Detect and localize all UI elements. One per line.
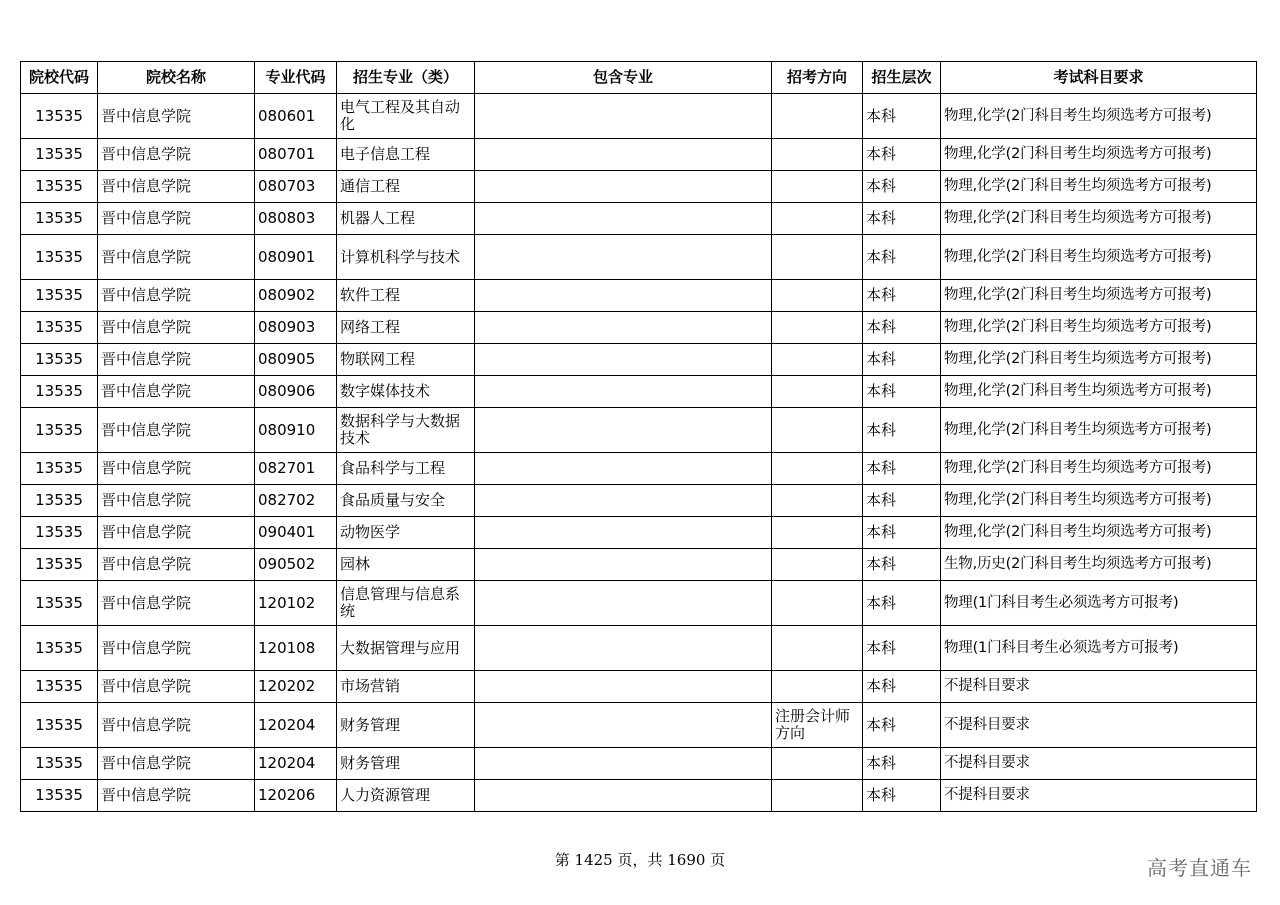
cell-major: 软件工程 <box>337 280 475 312</box>
table-row <box>21 235 1257 280</box>
cell-school-code: 13535 <box>21 703 98 748</box>
cell-major: 数据科学与大数据技术 <box>337 408 475 453</box>
cell-major-code: 080601 <box>255 94 337 139</box>
cell-school-name: 晋中信息学院 <box>98 139 255 171</box>
cell-requirement: 不提科目要求 <box>941 703 1257 748</box>
cell-direction <box>772 408 863 453</box>
cell-major-code: 080903 <box>255 312 337 344</box>
cell-included-majors <box>475 94 772 139</box>
cell-level: 本科 <box>863 344 941 376</box>
cell-major-code: 080803 <box>255 203 337 235</box>
cell-school-name: 晋中信息学院 <box>98 408 255 453</box>
cell-major-code: 120202 <box>255 671 337 703</box>
cell-school-code: 13535 <box>21 280 98 312</box>
cell-requirement: 物理,化学(2门科目考生均须选考方可报考) <box>941 312 1257 344</box>
cell-requirement: 不提科目要求 <box>941 748 1257 780</box>
cell-school-code: 13535 <box>21 780 98 812</box>
cell-level: 本科 <box>863 235 941 280</box>
cell-direction <box>772 139 863 171</box>
cell-school-code: 13535 <box>21 581 98 626</box>
cell-school-name: 晋中信息学院 <box>98 453 255 485</box>
admissions-table <box>20 61 1257 812</box>
cell-included-majors <box>475 453 772 485</box>
cell-school-code: 13535 <box>21 235 98 280</box>
cell-included-majors <box>475 280 772 312</box>
cell-major-code: 080905 <box>255 344 337 376</box>
table-row <box>21 344 1257 376</box>
cell-level: 本科 <box>863 280 941 312</box>
cell-level: 本科 <box>863 748 941 780</box>
table-row <box>21 671 1257 703</box>
cell-direction <box>772 485 863 517</box>
cell-school-code: 13535 <box>21 312 98 344</box>
cell-major: 食品质量与安全 <box>337 485 475 517</box>
cell-major-code: 090401 <box>255 517 337 549</box>
cell-major-code: 120102 <box>255 581 337 626</box>
cell-school-name: 晋中信息学院 <box>98 780 255 812</box>
cell-included-majors <box>475 581 772 626</box>
cell-direction <box>772 312 863 344</box>
cell-major: 电气工程及其自动化 <box>337 94 475 139</box>
cell-school-code: 13535 <box>21 453 98 485</box>
cell-direction <box>772 376 863 408</box>
cell-major: 人力资源管理 <box>337 780 475 812</box>
cell-major: 数字媒体技术 <box>337 376 475 408</box>
cell-school-name: 晋中信息学院 <box>98 485 255 517</box>
cell-major-code: 082702 <box>255 485 337 517</box>
cell-requirement: 生物,历史(2门科目考生均须选考方可报考) <box>941 549 1257 581</box>
cell-level: 本科 <box>863 453 941 485</box>
table-row <box>21 517 1257 549</box>
cell-included-majors <box>475 626 772 671</box>
cell-requirement: 物理,化学(2门科目考生均须选考方可报考) <box>941 485 1257 517</box>
table-row <box>21 94 1257 139</box>
cell-requirement: 物理,化学(2门科目考生均须选考方可报考) <box>941 139 1257 171</box>
cell-level: 本科 <box>863 703 941 748</box>
cell-requirement: 物理(1门科目考生必须选考方可报考) <box>941 626 1257 671</box>
cell-school-name: 晋中信息学院 <box>98 517 255 549</box>
cell-school-code: 13535 <box>21 517 98 549</box>
table-row <box>21 312 1257 344</box>
cell-direction <box>772 581 863 626</box>
cell-major-code: 080902 <box>255 280 337 312</box>
cell-direction <box>772 671 863 703</box>
header-direction: 招考方向 <box>772 62 863 94</box>
cell-direction <box>772 235 863 280</box>
cell-requirement: 物理,化学(2门科目考生均须选考方可报考) <box>941 235 1257 280</box>
cell-major-code: 080703 <box>255 171 337 203</box>
cell-requirement: 不提科目要求 <box>941 780 1257 812</box>
cell-level: 本科 <box>863 549 941 581</box>
cell-major-code: 080906 <box>255 376 337 408</box>
cell-major: 计算机科学与技术 <box>337 235 475 280</box>
cell-requirement: 物理,化学(2门科目考生均须选考方可报考) <box>941 344 1257 376</box>
cell-school-code: 13535 <box>21 376 98 408</box>
cell-major-code: 120204 <box>255 748 337 780</box>
cell-school-code: 13535 <box>21 203 98 235</box>
cell-school-code: 13535 <box>21 485 98 517</box>
cell-included-majors <box>475 780 772 812</box>
cell-major: 动物医学 <box>337 517 475 549</box>
cell-school-name: 晋中信息学院 <box>98 748 255 780</box>
cell-school-name: 晋中信息学院 <box>98 312 255 344</box>
cell-direction: 注册会计师方向 <box>772 703 863 748</box>
table-row <box>21 203 1257 235</box>
cell-school-name: 晋中信息学院 <box>98 203 255 235</box>
cell-major-code: 120206 <box>255 780 337 812</box>
cell-school-code: 13535 <box>21 748 98 780</box>
cell-school-name: 晋中信息学院 <box>98 171 255 203</box>
cell-direction <box>772 748 863 780</box>
cell-major: 网络工程 <box>337 312 475 344</box>
table-row <box>21 453 1257 485</box>
cell-major-code: 080901 <box>255 235 337 280</box>
table-row <box>21 780 1257 812</box>
table-row <box>21 626 1257 671</box>
cell-level: 本科 <box>863 376 941 408</box>
cell-major-code: 080701 <box>255 139 337 171</box>
cell-requirement: 物理,化学(2门科目考生均须选考方可报考) <box>941 94 1257 139</box>
cell-school-name: 晋中信息学院 <box>98 626 255 671</box>
cell-included-majors <box>475 344 772 376</box>
cell-included-majors <box>475 671 772 703</box>
cell-direction <box>772 280 863 312</box>
cell-requirement: 物理,化学(2门科目考生均须选考方可报考) <box>941 517 1257 549</box>
cell-major: 通信工程 <box>337 171 475 203</box>
cell-school-name: 晋中信息学院 <box>98 671 255 703</box>
cell-major-code: 090502 <box>255 549 337 581</box>
table-row <box>21 581 1257 626</box>
cell-major: 电子信息工程 <box>337 139 475 171</box>
cell-level: 本科 <box>863 671 941 703</box>
cell-requirement: 物理(1门科目考生必须选考方可报考) <box>941 581 1257 626</box>
cell-school-code: 13535 <box>21 626 98 671</box>
cell-included-majors <box>475 171 772 203</box>
cell-direction <box>772 549 863 581</box>
cell-requirement: 物理,化学(2门科目考生均须选考方可报考) <box>941 408 1257 453</box>
header-major: 招生专业（类） <box>337 62 475 94</box>
cell-level: 本科 <box>863 485 941 517</box>
cell-major: 食品科学与工程 <box>337 453 475 485</box>
cell-included-majors <box>475 139 772 171</box>
header-requirement: 考试科目要求 <box>941 62 1257 94</box>
cell-school-name: 晋中信息学院 <box>98 235 255 280</box>
cell-major-code: 082701 <box>255 453 337 485</box>
header-level: 招生层次 <box>863 62 941 94</box>
cell-direction <box>772 517 863 549</box>
cell-school-name: 晋中信息学院 <box>98 703 255 748</box>
cell-major: 财务管理 <box>337 703 475 748</box>
cell-school-code: 13535 <box>21 671 98 703</box>
cell-direction <box>772 626 863 671</box>
cell-major: 机器人工程 <box>337 203 475 235</box>
cell-major: 财务管理 <box>337 748 475 780</box>
header-included-majors: 包含专业 <box>475 62 772 94</box>
cell-level: 本科 <box>863 171 941 203</box>
table-row <box>21 485 1257 517</box>
cell-included-majors <box>475 235 772 280</box>
cell-major-code: 120204 <box>255 703 337 748</box>
cell-included-majors <box>475 517 772 549</box>
cell-major: 市场营销 <box>337 671 475 703</box>
cell-direction <box>772 453 863 485</box>
cell-level: 本科 <box>863 203 941 235</box>
cell-included-majors <box>475 748 772 780</box>
table-row <box>21 549 1257 581</box>
cell-included-majors <box>475 203 772 235</box>
header-school-code: 院校代码 <box>21 62 98 94</box>
cell-school-name: 晋中信息学院 <box>98 549 255 581</box>
cell-major: 大数据管理与应用 <box>337 626 475 671</box>
watermark-text: 高考直通车 <box>1147 856 1252 880</box>
cell-level: 本科 <box>863 780 941 812</box>
header-row <box>21 62 1257 94</box>
cell-major: 园林 <box>337 549 475 581</box>
cell-requirement: 物理,化学(2门科目考生均须选考方可报考) <box>941 280 1257 312</box>
cell-direction <box>772 203 863 235</box>
cell-school-code: 13535 <box>21 139 98 171</box>
cell-school-code: 13535 <box>21 549 98 581</box>
cell-level: 本科 <box>863 94 941 139</box>
cell-major-code: 080910 <box>255 408 337 453</box>
cell-level: 本科 <box>863 139 941 171</box>
header-major-code: 专业代码 <box>255 62 337 94</box>
cell-school-code: 13535 <box>21 408 98 453</box>
cell-included-majors <box>475 485 772 517</box>
cell-direction <box>772 171 863 203</box>
cell-level: 本科 <box>863 581 941 626</box>
cell-school-name: 晋中信息学院 <box>98 280 255 312</box>
cell-level: 本科 <box>863 517 941 549</box>
cell-requirement: 物理,化学(2门科目考生均须选考方可报考) <box>941 171 1257 203</box>
cell-school-name: 晋中信息学院 <box>98 581 255 626</box>
cell-school-name: 晋中信息学院 <box>98 376 255 408</box>
cell-major: 信息管理与信息系统 <box>337 581 475 626</box>
cell-school-code: 13535 <box>21 344 98 376</box>
cell-school-name: 晋中信息学院 <box>98 344 255 376</box>
cell-requirement: 物理,化学(2门科目考生均须选考方可报考) <box>941 203 1257 235</box>
table-row <box>21 280 1257 312</box>
header-school-name: 院校名称 <box>98 62 255 94</box>
table-row <box>21 171 1257 203</box>
table-row <box>21 139 1257 171</box>
cell-level: 本科 <box>863 626 941 671</box>
cell-level: 本科 <box>863 408 941 453</box>
cell-school-code: 13535 <box>21 94 98 139</box>
cell-level: 本科 <box>863 312 941 344</box>
cell-included-majors <box>475 703 772 748</box>
cell-school-name: 晋中信息学院 <box>98 94 255 139</box>
cell-major-code: 120108 <box>255 626 337 671</box>
table-row <box>21 748 1257 780</box>
page-number: 第 1425 页，共 1690 页 <box>554 851 726 869</box>
table-row <box>21 408 1257 453</box>
cell-included-majors <box>475 408 772 453</box>
cell-major: 物联网工程 <box>337 344 475 376</box>
table-row <box>21 376 1257 408</box>
cell-direction <box>772 344 863 376</box>
cell-direction <box>772 94 863 139</box>
cell-included-majors <box>475 549 772 581</box>
cell-requirement: 物理,化学(2门科目考生均须选考方可报考) <box>941 453 1257 485</box>
cell-included-majors <box>475 376 772 408</box>
cell-requirement: 物理,化学(2门科目考生均须选考方可报考) <box>941 376 1257 408</box>
cell-school-code: 13535 <box>21 171 98 203</box>
cell-requirement: 不提科目要求 <box>941 671 1257 703</box>
table-row <box>21 703 1257 748</box>
cell-included-majors <box>475 312 772 344</box>
cell-direction <box>772 780 863 812</box>
